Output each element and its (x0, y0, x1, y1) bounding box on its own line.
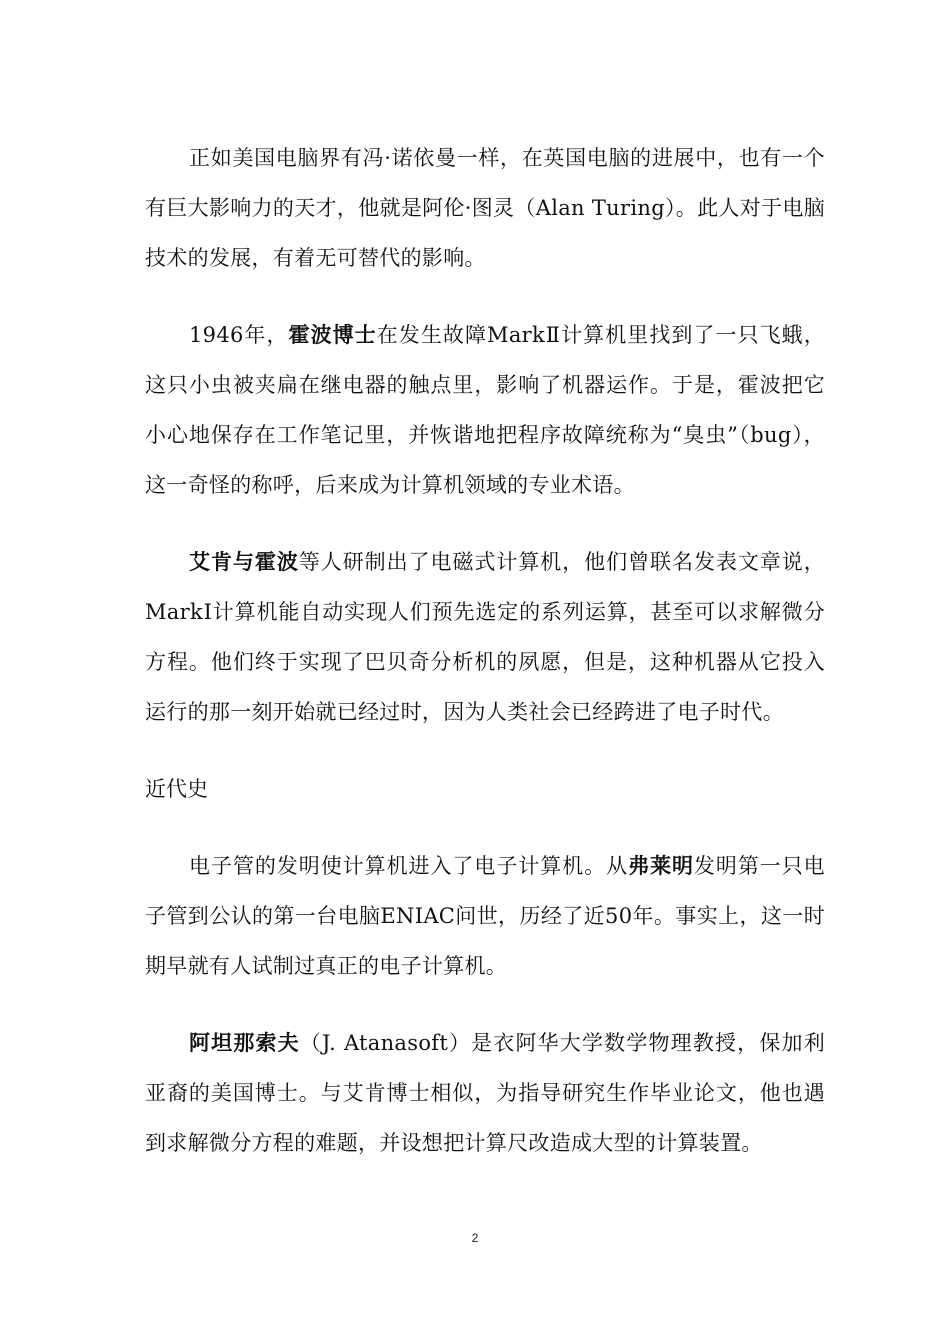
text-run: 电子管的发明使计算机进入了电子计算机。从 (189, 854, 629, 878)
text-run: （J. Atanasoft）是衣阿华大学数学物理教授，保加利亚裔的美国博士。与艾肯博士相似，为指导研究生作毕业论文，他也遇到求解微分方程的难题，并设想把计算尺改造成大型的计算装置。 (145, 1031, 825, 1155)
paragraph-turing (145, 133, 825, 283)
paragraph-vacuum-tube (145, 841, 825, 991)
bold-name: 艾肯与霍波 (189, 550, 299, 574)
bold-name: 弗莱明 (628, 854, 694, 878)
bold-name: 霍波博士 (288, 323, 377, 347)
text-run: 在发生故障MarkⅡ计算机里找到了一只飞蛾，这只小虫被夹扁在继电器的触点里，影响了机器运作。于是，霍波把它小心地保存在工作笔记里，并恢谐地把程序故障统称为“臭虫”（bug），这一奇怪的称呼，后来成为计算机领域的专业术语。 (145, 323, 825, 497)
paragraph-aiken-hopper (145, 537, 825, 737)
document-page (145, 133, 825, 1195)
text-run: 发明第一只电子管到公认的第一台电脑ENIAC问世，历经了近50年。事实上，这一时期早就有人试制过真正的电子计算机。 (145, 854, 825, 978)
section-heading: 近代史 (145, 777, 208, 801)
page-number: 2 (471, 1231, 479, 1245)
text-run: 正如美国电脑界有冯·诺依曼一样，在英国电脑的进展中，也有一个有巨大影响力的天才，他就是阿伦·图灵（Alan Turing）。此人对于电脑技术的发展，有着无可替代的影响。 (145, 146, 825, 270)
paragraph-hopper-bug (145, 310, 825, 510)
paragraph-atanasoff (145, 1018, 825, 1168)
bold-name: 阿坦那索夫 (189, 1031, 300, 1055)
text-run: 等人研制出了电磁式计算机，他们曾联名发表文章说，MarkⅠ计算机能自动实现人们预先选定的系列运算，甚至可以求解微分方程。他们终于实现了巴贝奇分析机的夙愿，但是，这种机器从它投入运行的那一刻开始就已经过时，因为人类社会已经跨进了电子时代。 (145, 550, 826, 724)
text-run: 1946年， (189, 323, 289, 347)
